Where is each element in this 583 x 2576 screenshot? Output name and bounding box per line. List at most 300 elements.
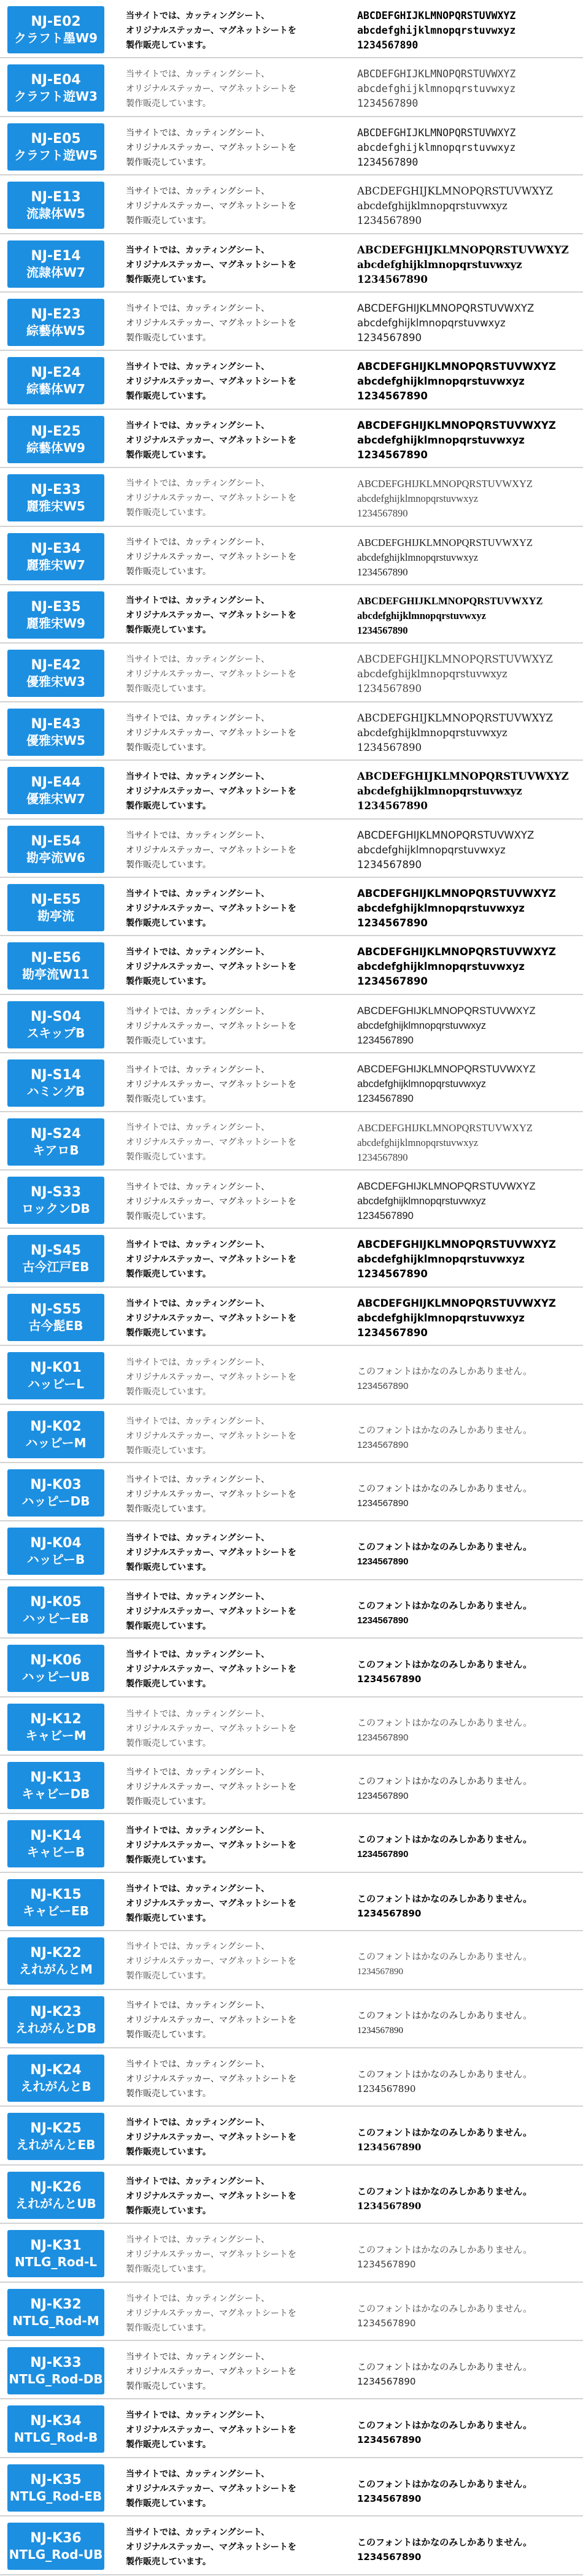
font-label-box <box>7 64 104 112</box>
font-label-box <box>7 123 104 171</box>
glyph-sample-line: このフォントはかなのみしかありません。 <box>357 2303 533 2314</box>
font-name: 麗雅宋W7 <box>26 557 85 572</box>
font-label-box <box>7 6 104 53</box>
glyph-sample-line: 1234567890 <box>357 2376 416 2387</box>
japanese-sample-line: オリジナルステッカー、マグネットシートを <box>126 2191 296 2201</box>
font-label-box <box>7 1118 104 1166</box>
font-row <box>0 1521 583 1580</box>
japanese-sample-line: 当サイトでは、カッティングシート、 <box>126 2294 270 2304</box>
glyph-sample-line: 1234567890 <box>357 566 408 578</box>
font-code: NJ-K12 <box>30 1712 82 1728</box>
font-name: クラフト遊W3 <box>14 88 98 104</box>
japanese-sample-line: 当サイトでは、カッティングシート、 <box>126 1474 270 1484</box>
japanese-sample-line: 製作販売しています。 <box>126 1972 211 1981</box>
japanese-sample-line: オリジナルステッカー、マグネットシートを <box>126 904 296 913</box>
glyph-sample-line: このフォントはかなのみしかありません。 <box>357 1776 533 1786</box>
japanese-sample-line: 製作販売しています。 <box>126 2382 211 2391</box>
japanese-sample-line: 製作販売しています。 <box>126 40 211 50</box>
font-code: NJ-K32 <box>30 2297 82 2313</box>
japanese-sample-text <box>126 1004 338 1048</box>
japanese-sample-line: 当サイトでは、カッティングシート、 <box>126 1650 270 1659</box>
glyph-sample-line: abcdefghijklmnopqrstuvwxyz <box>357 83 516 94</box>
font-row <box>0 410 583 468</box>
japanese-sample-line: 製作販売しています。 <box>126 1211 211 1221</box>
japanese-sample-line: 当サイトでは、カッティングシート、 <box>126 2177 270 2186</box>
japanese-sample-line: 製作販売しています。 <box>126 2206 211 2216</box>
japanese-sample-text <box>126 2291 338 2336</box>
japanese-sample-line: 製作販売しています。 <box>126 2089 211 2099</box>
glyph-sample-line: 1234567890 <box>357 1556 409 1567</box>
glyph-sample-line: 1234567890 <box>357 742 422 753</box>
font-code: NJ-E13 <box>31 190 81 206</box>
japanese-sample-line: 製作販売しています。 <box>126 2499 211 2509</box>
font-row <box>0 1171 583 1229</box>
font-label-box <box>7 416 104 463</box>
japanese-sample-line: 当サイトでは、カッティングシート、 <box>126 1182 270 1191</box>
japanese-sample-text <box>126 652 338 696</box>
japanese-sample-line: 当サイトでは、カッティングシート、 <box>126 1532 270 1542</box>
font-label-box <box>7 2347 104 2394</box>
japanese-sample-text <box>126 1764 338 1809</box>
font-code: NJ-E54 <box>31 834 81 850</box>
japanese-sample-line: 製作販売しています。 <box>126 2147 211 2157</box>
glyph-sample-line: 1234567890 <box>357 625 408 636</box>
glyph-sample-line: 1234567890 <box>357 1440 409 1450</box>
japanese-sample-text <box>126 594 338 638</box>
japanese-sample-line: 当サイトでは、カッティングシート、 <box>126 421 270 431</box>
glyph-sample-line: abcdefghijklmnopqrstuvwxyz <box>357 1078 487 1090</box>
latin-glyph-sample <box>357 945 579 989</box>
japanese-sample-line: オリジナルステッカー、マグネットシートを <box>126 84 296 94</box>
font-label-box <box>7 1762 104 1809</box>
japanese-sample-line: 製作販売しています。 <box>126 860 211 870</box>
font-code: NJ-E14 <box>31 248 81 264</box>
japanese-sample-line: 当サイトでは、カッティングシート、 <box>126 2410 270 2420</box>
font-label-box <box>7 2113 104 2160</box>
font-row <box>0 1697 583 1756</box>
font-row <box>0 2107 583 2166</box>
font-row <box>0 468 583 527</box>
japanese-sample-line: 製作販売しています。 <box>126 1913 211 1923</box>
japanese-sample-line: 当サイトでは、カッティングシート、 <box>126 128 270 138</box>
font-label-box <box>7 1469 104 1517</box>
font-name: えれがんとUB <box>15 2196 96 2211</box>
font-name: NTLG_Rod-UB <box>9 2547 103 2562</box>
glyph-sample-line: ABCDEFGHIJKLMNOPQRSTUVWXYZ <box>357 1122 533 1134</box>
japanese-sample-line: 製作販売しています。 <box>126 1328 211 1338</box>
font-code: NJ-K26 <box>30 2180 82 2196</box>
glyph-sample-line: abcdefghijklmnopqrstuvwxyz <box>357 727 508 739</box>
japanese-sample-text <box>126 301 338 345</box>
japanese-sample-line: オリジナルステッカー、マグネットシートを <box>126 553 296 562</box>
glyph-sample-line: 1234567890 <box>357 449 428 461</box>
font-row <box>0 2341 583 2399</box>
font-code: NJ-S33 <box>30 1185 82 1201</box>
font-name: キャビーM <box>25 1728 87 1743</box>
glyph-sample-line: このフォントはかなのみしかありません。 <box>357 2127 533 2138</box>
japanese-sample-line: オリジナルステッカー、マグネットシートを <box>126 2016 296 2025</box>
japanese-sample-line: 当サイトでは、カッティングシート、 <box>126 655 270 664</box>
japanese-sample-line: 当サイトでは、カッティングシート、 <box>126 2469 270 2479</box>
glyph-sample-line: ABCDEFGHIJKLMNOPQRSTUVWXYZ <box>357 68 516 80</box>
japanese-sample-line: 製作販売しています。 <box>126 743 211 753</box>
font-code: NJ-E44 <box>31 775 81 791</box>
japanese-sample-line: オリジナルステッカー、マグネットシートを <box>126 1431 296 1440</box>
glyph-sample-line: このフォントはかなのみしかありません。 <box>357 1542 533 1552</box>
font-name: キャビーB <box>26 1844 85 1859</box>
font-name: ハッピーL <box>28 1376 84 1391</box>
japanese-sample-text <box>126 1179 338 1223</box>
japanese-sample-line: オリジナルステッカー、マグネットシートを <box>126 1782 296 1791</box>
font-row <box>0 1990 583 2048</box>
japanese-sample-line: 当サイトでは、カッティングシート、 <box>126 1357 270 1367</box>
font-label-box <box>7 1645 104 1692</box>
japanese-sample-line: 当サイトでは、カッティングシート、 <box>126 1884 270 1894</box>
japanese-sample-line: 製作販売しています。 <box>126 567 211 577</box>
font-label-box <box>7 2289 104 2336</box>
japanese-sample-text <box>126 1647 338 1691</box>
japanese-sample-line: 製作販売しています。 <box>126 1738 211 1748</box>
kana-only-sample <box>357 1657 579 1686</box>
font-name: クラフト墨W9 <box>14 30 98 45</box>
font-name: 綜藝体W7 <box>26 381 85 396</box>
japanese-sample-line: オリジナルステッカー、マグネットシートを <box>126 1957 296 1966</box>
font-name: キアロB <box>33 1142 79 1158</box>
glyph-sample-line: このフォントはかなのみしかありません。 <box>357 1952 533 1962</box>
font-label-box <box>7 1059 104 1107</box>
japanese-sample-line: 製作販売しています。 <box>126 1386 211 1396</box>
japanese-sample-line: オリジナルステッカー、マグネットシートを <box>126 26 296 36</box>
font-name: ハッピーM <box>25 1435 87 1450</box>
font-name: 勘亭流W6 <box>26 850 85 865</box>
japanese-sample-line: オリジナルステッカー、マグネットシートを <box>126 728 296 738</box>
font-row <box>0 995 583 1053</box>
font-code: NJ-K25 <box>30 2121 82 2137</box>
glyph-sample-line: 1234567890 <box>357 390 428 402</box>
japanese-sample-line: オリジナルステッカー、マグネットシートを <box>126 1021 296 1031</box>
japanese-sample-line: 当サイトでは、カッティングシート、 <box>126 1299 270 1309</box>
japanese-sample-line: 製作販売しています。 <box>126 333 211 343</box>
font-label-box <box>7 1177 104 1224</box>
glyph-sample-line: ABCDEFGHIJKLMNOPQRSTUVWXYZ <box>357 361 556 372</box>
font-code: NJ-K33 <box>30 2355 82 2371</box>
japanese-sample-text <box>126 2057 338 2101</box>
japanese-sample-line: 当サイトでは、カッティングシート、 <box>126 2118 270 2128</box>
glyph-sample-line: ABCDEFGHIJKLMNOPQRSTUVWXYZ <box>357 1298 556 1309</box>
font-row <box>0 761 583 820</box>
font-row <box>0 644 583 702</box>
latin-glyph-sample <box>357 67 579 111</box>
font-code: NJ-E02 <box>31 14 81 30</box>
font-code: NJ-K34 <box>30 2413 82 2429</box>
font-row <box>0 1580 583 1639</box>
kana-only-sample <box>357 2535 579 2564</box>
font-row <box>0 1229 583 1288</box>
glyph-sample-line: ABCDEFGHIJKLMNOPQRSTUVWXYZ <box>357 771 569 782</box>
font-row <box>0 527 583 585</box>
glyph-sample-line: ABCDEFGHIJKLMNOPQRSTUVWXYZ <box>357 712 553 724</box>
japanese-sample-line: オリジナルステッカー、マグネットシートを <box>126 2132 296 2142</box>
glyph-sample-line: abcdefghijklmnopqrstuvwxyz <box>357 375 525 387</box>
glyph-sample-line: abcdefghijklmnopqrstuvwxyz <box>357 317 506 329</box>
font-code: NJ-E42 <box>31 658 81 674</box>
font-label-box <box>7 533 104 580</box>
glyph-sample-line: 1234567890 <box>357 507 408 519</box>
kana-only-sample <box>357 2184 579 2213</box>
glyph-sample-line: ABCDEFGHIJKLMNOPQRSTUVWXYZ <box>357 829 535 841</box>
japanese-sample-line: オリジナルステッカー、マグネットシートを <box>126 2367 296 2377</box>
font-code: NJ-K14 <box>30 1828 82 1844</box>
glyph-sample-line: ABCDEFGHIJKLMNOPQRSTUVWXYZ <box>357 537 533 548</box>
japanese-sample-line: オリジナルステッカー、マグネットシートを <box>126 2250 296 2259</box>
font-row <box>0 175 583 234</box>
font-label-box <box>7 1352 104 1399</box>
japanese-sample-line: 製作販売しています。 <box>126 1153 211 1162</box>
japanese-sample-line: 当サイトでは、カッティングシート、 <box>126 186 270 196</box>
font-row <box>0 1288 583 1346</box>
glyph-sample-line: abcdefghijklmnopqrstuvwxyz <box>357 961 525 972</box>
glyph-sample-line: 1234567890 <box>357 2201 422 2212</box>
japanese-sample-line: オリジナルステッカー、マグネットシートを <box>126 201 296 211</box>
japanese-sample-line: オリジナルステッカー、マグネットシートを <box>126 2074 296 2084</box>
font-code: NJ-E43 <box>31 717 81 732</box>
font-label-box <box>7 2405 104 2453</box>
glyph-sample-line: 1234567890 <box>357 1967 403 1977</box>
font-label-box <box>7 942 104 990</box>
japanese-sample-line: 当サイトでは、カッティングシート、 <box>126 1591 270 1601</box>
japanese-sample-line: 当サイトでは、カッティングシート、 <box>126 713 270 723</box>
japanese-sample-line: 製作販売しています。 <box>126 509 211 518</box>
latin-glyph-sample <box>357 1121 579 1165</box>
font-name: キャビーDB <box>21 1786 90 1801</box>
glyph-sample-line: 1234567890 <box>357 2493 422 2504</box>
japanese-sample-text <box>126 2174 338 2218</box>
latin-glyph-sample <box>357 594 579 638</box>
latin-glyph-sample <box>357 711 579 755</box>
japanese-sample-line: 製作販売しています。 <box>126 275 211 285</box>
font-code: NJ-S45 <box>30 1243 82 1259</box>
font-name: 流隷体W5 <box>26 206 85 221</box>
glyph-sample-line: abcdefghijklmnopqrstuvwxyz <box>357 434 525 446</box>
font-label-box <box>7 182 104 229</box>
glyph-sample-line: 1234567890 <box>357 1615 409 1626</box>
glyph-sample-line: このフォントはかなのみしかありません。 <box>357 1834 533 1845</box>
japanese-sample-line: 当サイトでは、カッティングシート、 <box>126 11 270 21</box>
japanese-sample-line: 当サイトでは、カッティングシート、 <box>126 245 270 255</box>
glyph-sample-line: 1234567890 <box>357 1152 408 1163</box>
glyph-sample-line: このフォントはかなのみしかありません。 <box>357 2244 533 2255</box>
font-row <box>0 2224 583 2283</box>
japanese-sample-line: オリジナルステッカー、マグネットシートを <box>126 143 296 153</box>
font-code: NJ-K03 <box>30 1477 82 1493</box>
font-name: 古今髭EB <box>28 1318 83 1333</box>
font-name: 優雅宋W3 <box>26 674 85 689</box>
font-name: クラフト遊W5 <box>14 147 98 163</box>
latin-glyph-sample <box>357 359 579 404</box>
glyph-sample-line: ABCDEFGHIJKLMNOPQRSTUVWXYZ <box>357 302 535 314</box>
glyph-sample-line: ABCDEFGHIJKLMNOPQRSTUVWXYZ <box>357 888 556 899</box>
glyph-sample-line: このフォントはかなのみしかありません。 <box>357 2478 533 2489</box>
glyph-sample-line: ABCDEFGHIJKLMNOPQRSTUVWXYZ <box>357 653 553 665</box>
japanese-sample-text <box>126 359 338 404</box>
japanese-sample-text <box>126 477 338 521</box>
japanese-sample-line: オリジナルステッカー、マグネットシートを <box>126 611 296 620</box>
font-row <box>0 351 583 410</box>
japanese-sample-line: 当サイトでは、カッティングシート、 <box>126 596 270 606</box>
japanese-sample-line: 当サイトでは、カッティングシート、 <box>126 947 270 957</box>
latin-glyph-sample <box>357 1179 579 1223</box>
japanese-sample-line: 当サイトでは、カッティングシート、 <box>126 2001 270 2010</box>
glyph-sample-line: 1234567890 <box>357 1381 409 1391</box>
japanese-sample-text <box>126 1062 338 1106</box>
font-label-box <box>7 474 104 521</box>
glyph-sample-line: abcdefghijklmnopqrstuvwxyz <box>357 493 479 504</box>
glyph-sample-line: ABCDEFGHIJKLMNOPQRSTUVWXYZ <box>357 946 556 958</box>
japanese-sample-text <box>126 418 338 463</box>
font-code: NJ-E34 <box>31 541 81 557</box>
font-name: ハッピーEB <box>22 1610 90 1626</box>
font-row <box>0 117 583 175</box>
font-name: 流隷体W7 <box>26 264 85 280</box>
font-name: 優雅宋W5 <box>26 732 85 748</box>
japanese-sample-line: 当サイトでは、カッティングシート、 <box>126 1416 270 1426</box>
japanese-sample-line: 当サイトでは、カッティングシート、 <box>126 1825 270 1835</box>
japanese-sample-text <box>126 1882 338 1926</box>
font-label-box <box>7 357 104 404</box>
font-name: ハッピーUB <box>21 1669 90 1684</box>
japanese-sample-line: 当サイトでは、カッティングシート、 <box>126 2528 270 2537</box>
font-row <box>0 0 583 58</box>
kana-only-sample <box>357 1950 579 1979</box>
latin-glyph-sample <box>357 1237 579 1282</box>
font-row <box>0 58 583 117</box>
glyph-sample-line: 1234567890 <box>357 2259 416 2270</box>
latin-glyph-sample <box>357 1004 579 1048</box>
latin-glyph-sample <box>357 769 579 813</box>
glyph-sample-line: このフォントはかなのみしかありません。 <box>357 2069 533 2080</box>
latin-glyph-sample <box>357 184 579 228</box>
font-row <box>0 1931 583 1990</box>
japanese-sample-line: 製作販売しています。 <box>126 626 211 635</box>
japanese-sample-line: オリジナルステッカー、マグネットシートを <box>126 1489 296 1499</box>
font-code: NJ-E55 <box>31 892 81 908</box>
font-code: NJ-S14 <box>30 1067 82 1083</box>
japanese-sample-line: 製作販売しています。 <box>126 1679 211 1689</box>
glyph-sample-line: ABCDEFGHIJKLMNOPQRSTUVWXYZ <box>357 1005 536 1017</box>
japanese-sample-text <box>126 1472 338 1516</box>
japanese-sample-line: 製作販売しています。 <box>126 1036 211 1045</box>
glyph-sample-line: abcdefghijklmnopqrstuvwxyz <box>357 552 479 563</box>
font-code: NJ-K31 <box>30 2238 82 2254</box>
kana-only-sample <box>357 1832 579 1862</box>
font-name: えれがんとDB <box>15 2020 96 2036</box>
font-label-box <box>7 1879 104 1926</box>
font-label-box <box>7 1411 104 1458</box>
font-code: NJ-E25 <box>31 424 81 440</box>
font-code: NJ-E04 <box>31 72 81 88</box>
japanese-sample-line: 製作販売しています。 <box>126 391 211 401</box>
japanese-sample-line: 製作販売しています。 <box>126 1562 211 1572</box>
glyph-sample-line: abcdefghijklmnopqrstuvwxyz <box>357 1312 525 1324</box>
japanese-sample-text <box>126 2467 338 2511</box>
japanese-sample-line: オリジナルステッカー、マグネットシートを <box>126 318 296 328</box>
japanese-sample-text <box>126 1413 338 1458</box>
font-label-box <box>7 1820 104 1867</box>
kana-only-sample <box>357 1716 579 1745</box>
font-row <box>0 585 583 644</box>
font-row <box>0 2458 583 2516</box>
japanese-sample-line: 製作販売しています。 <box>126 1094 211 1104</box>
japanese-sample-text <box>126 1823 338 1867</box>
font-name: 勘亭流W11 <box>22 966 90 982</box>
kana-only-sample <box>357 2477 579 2506</box>
font-row <box>0 1639 583 1697</box>
japanese-sample-text <box>126 1355 338 1399</box>
japanese-sample-line: 当サイトでは、カッティングシート、 <box>126 2352 270 2362</box>
japanese-sample-line: オリジナルステッカー、マグネットシートを <box>126 1255 296 1264</box>
japanese-sample-line: 製作販売しています。 <box>126 2031 211 2040</box>
font-code: NJ-K22 <box>30 1945 82 1961</box>
kana-only-sample <box>357 2125 579 2155</box>
font-label-box <box>7 299 104 346</box>
glyph-sample-line: 1234567890 <box>357 800 428 812</box>
glyph-sample-line: このフォントはかなのみしかありません。 <box>357 1659 533 1670</box>
japanese-sample-line: 当サイトでは、カッティングシート、 <box>126 2059 270 2069</box>
japanese-sample-text <box>126 945 338 989</box>
glyph-sample-line: abcdefghijklmnopqrstuvwxyz <box>357 1196 487 1207</box>
japanese-sample-line: オリジナルステッカー、マグネットシートを <box>126 1547 296 1557</box>
glyph-sample-line: 1234567890 <box>357 1908 422 1919</box>
japanese-sample-line: 当サイトでは、カッティングシート、 <box>126 538 270 547</box>
glyph-sample-line: ABCDEFGHIJKLMNOPQRSTUVWXYZ <box>357 1064 536 1075</box>
font-name: ハッピーB <box>26 1551 85 1567</box>
font-row <box>0 1463 583 1521</box>
japanese-sample-text <box>126 2408 338 2452</box>
japanese-sample-line: 当サイトでは、カッティングシート、 <box>126 772 270 782</box>
font-code: NJ-K06 <box>30 1653 82 1669</box>
japanese-sample-line: 製作販売しています。 <box>126 1445 211 1455</box>
font-name: 勘亭流 <box>37 908 74 923</box>
font-code: NJ-S04 <box>30 1009 82 1025</box>
latin-glyph-sample <box>357 886 579 931</box>
latin-glyph-sample <box>357 418 579 463</box>
latin-glyph-sample <box>357 9 579 53</box>
glyph-sample-line: abcdefghijklmnopqrstuvwxyz <box>357 844 506 856</box>
glyph-sample-line: このフォントはかなのみしかありません。 <box>357 2011 533 2021</box>
glyph-sample-line: このフォントはかなのみしかありません。 <box>357 1601 533 1611</box>
japanese-sample-text <box>126 2525 338 2569</box>
japanese-sample-line: 製作販売しています。 <box>126 2557 211 2567</box>
japanese-sample-text <box>126 711 338 755</box>
japanese-sample-line: オリジナルステッカー、マグネットシートを <box>126 786 296 796</box>
japanese-sample-line: オリジナルステッカー、マグネットシートを <box>126 436 296 445</box>
font-name: えれがんとM <box>19 1961 93 1977</box>
font-label-box <box>7 1937 104 1985</box>
japanese-sample-line: 製作販売しています。 <box>126 2264 211 2274</box>
font-code: NJ-S24 <box>30 1126 82 1142</box>
japanese-sample-line: オリジナルステッカー、マグネットシートを <box>126 669 296 679</box>
font-code: NJ-E56 <box>31 950 81 966</box>
japanese-sample-line: 製作販売しています。 <box>126 801 211 811</box>
font-row <box>0 1112 583 1171</box>
glyph-sample-line: 1234567890 <box>357 39 419 51</box>
glyph-sample-line: 1234567890 <box>357 2026 403 2036</box>
japanese-sample-line: オリジナルステッカー、マグネットシートを <box>126 1664 296 1674</box>
glyph-sample-line: このフォントはかなのみしかありません。 <box>357 2361 533 2372</box>
japanese-sample-text <box>126 2115 338 2159</box>
latin-glyph-sample <box>357 1062 579 1106</box>
glyph-sample-line: 1234567890 <box>357 859 422 871</box>
